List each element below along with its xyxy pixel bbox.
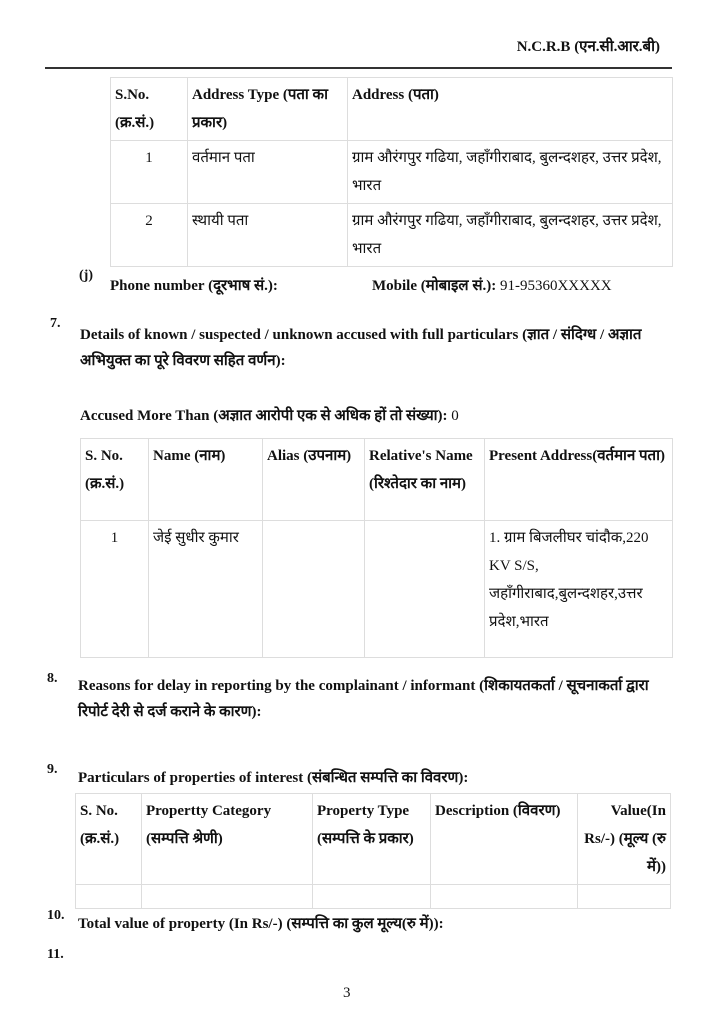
- section-10-title: Total value of property (In Rs/-) (सम्पत्ति का कुल मूल्य(रु में)):: [78, 916, 444, 932]
- mobile-field: [372, 275, 612, 295]
- cell-address: 1. ग्राम बिजलीघर चांदौक,220 KV S/S, जहाँगीराबाद,बुलन्दशहर,उत्तर प्रदेश,भारत: [485, 521, 673, 658]
- accused-more-value: 0: [451, 408, 459, 424]
- cell-empty: [142, 885, 313, 909]
- item-marker-j: (j): [79, 268, 93, 283]
- header-divider: [45, 67, 672, 69]
- section-11-number: 11.: [47, 947, 64, 962]
- page-number: 3: [343, 985, 351, 1001]
- cell-sno: 1: [81, 521, 149, 658]
- address-table: [110, 77, 673, 267]
- header-present-address: Present Address(वर्तमान पता): [485, 439, 673, 521]
- cell-sno: 1: [111, 141, 188, 204]
- phone-label: Phone number (दूरभाष सं.):: [110, 278, 278, 294]
- header-description: Description (विवरण): [431, 794, 578, 885]
- accused-more-than: [80, 405, 459, 425]
- table-row: [111, 204, 673, 267]
- section-7-title: Details of known / suspected / unknown accused with full particulars (ज्ञात / संदिग्ध / अज्ञात अभियुक्त का पूरे विवरण सहित वर्णन):: [80, 327, 642, 369]
- cell-alias: [263, 521, 365, 658]
- header-sno: S. No. (क्र.सं.): [76, 794, 142, 885]
- cell-empty: [578, 885, 671, 909]
- cell-address: ग्राम औरंगपुर गढिया, जहाँगीराबाद, बुलन्दशहर, उत्तर प्रदेश, भारत: [348, 204, 673, 267]
- header-sno: S.No. (क्र.सं.): [111, 78, 188, 141]
- cell-empty: [76, 885, 142, 909]
- header-address: Address (पता): [348, 78, 673, 141]
- property-table: [75, 793, 671, 909]
- section-7-number: 7.: [50, 316, 61, 331]
- header-relative-name: Relative's Name (रिश्तेदार का नाम): [365, 439, 485, 521]
- section-8-number: 8.: [47, 671, 58, 686]
- table-header-row: [111, 78, 673, 141]
- cell-type: स्थायी पता: [188, 204, 348, 267]
- header-alias: Alias (उपनाम): [263, 439, 365, 521]
- cell-address: ग्राम औरंगपुर गढिया, जहाँगीराबाद, बुलन्दशहर, उत्तर प्रदेश, भारत: [348, 141, 673, 204]
- header-address-type: Address Type (पता का प्रकार): [188, 78, 348, 141]
- accused-table: [80, 438, 673, 658]
- cell-relative: [365, 521, 485, 658]
- table-header-row: [81, 439, 673, 521]
- table-row: [81, 521, 673, 658]
- mobile-label: Mobile (मोबाइल सं.):: [372, 278, 497, 294]
- cell-empty: [431, 885, 578, 909]
- header-category: Propertty Category (सम्पत्ति श्रेणी): [142, 794, 313, 885]
- header-type: Property Type (सम्पत्ति के प्रकार): [313, 794, 431, 885]
- cell-name: जेई सुधीर कुमार: [149, 521, 263, 658]
- table-row-empty: [76, 885, 671, 909]
- mobile-value: 91-95360XXXXX: [499, 278, 612, 294]
- cell-sno: 2: [111, 204, 188, 267]
- header-value: Value(In Rs/-) (मूल्य (रु में)): [578, 794, 671, 885]
- section-10-number: 10.: [47, 908, 65, 923]
- header-sno: S. No. (क्र.सं.): [81, 439, 149, 521]
- table-row: [111, 141, 673, 204]
- section-8-title: Reasons for delay in reporting by the complainant / informant (शिकायतकर्ता / सूचनाकर्ता द्वारा रिपोर्ट देरी से दर्ज कराने के कारण):: [78, 678, 649, 720]
- section-9-title: Particulars of properties of interest (संबन्धित सम्पत्ति का विवरण):: [78, 770, 469, 786]
- accused-more-label: Accused More Than (अज्ञात आरोपी एक से अधिक हों तो संख्या):: [80, 408, 448, 424]
- table-header-row: [76, 794, 671, 885]
- section-9-number: 9.: [47, 762, 58, 777]
- cell-empty: [313, 885, 431, 909]
- cell-type: वर्तमान पता: [188, 141, 348, 204]
- header-title: N.C.R.B (एन.सी.आर.बी): [516, 39, 660, 55]
- header-name: Name (नाम): [149, 439, 263, 521]
